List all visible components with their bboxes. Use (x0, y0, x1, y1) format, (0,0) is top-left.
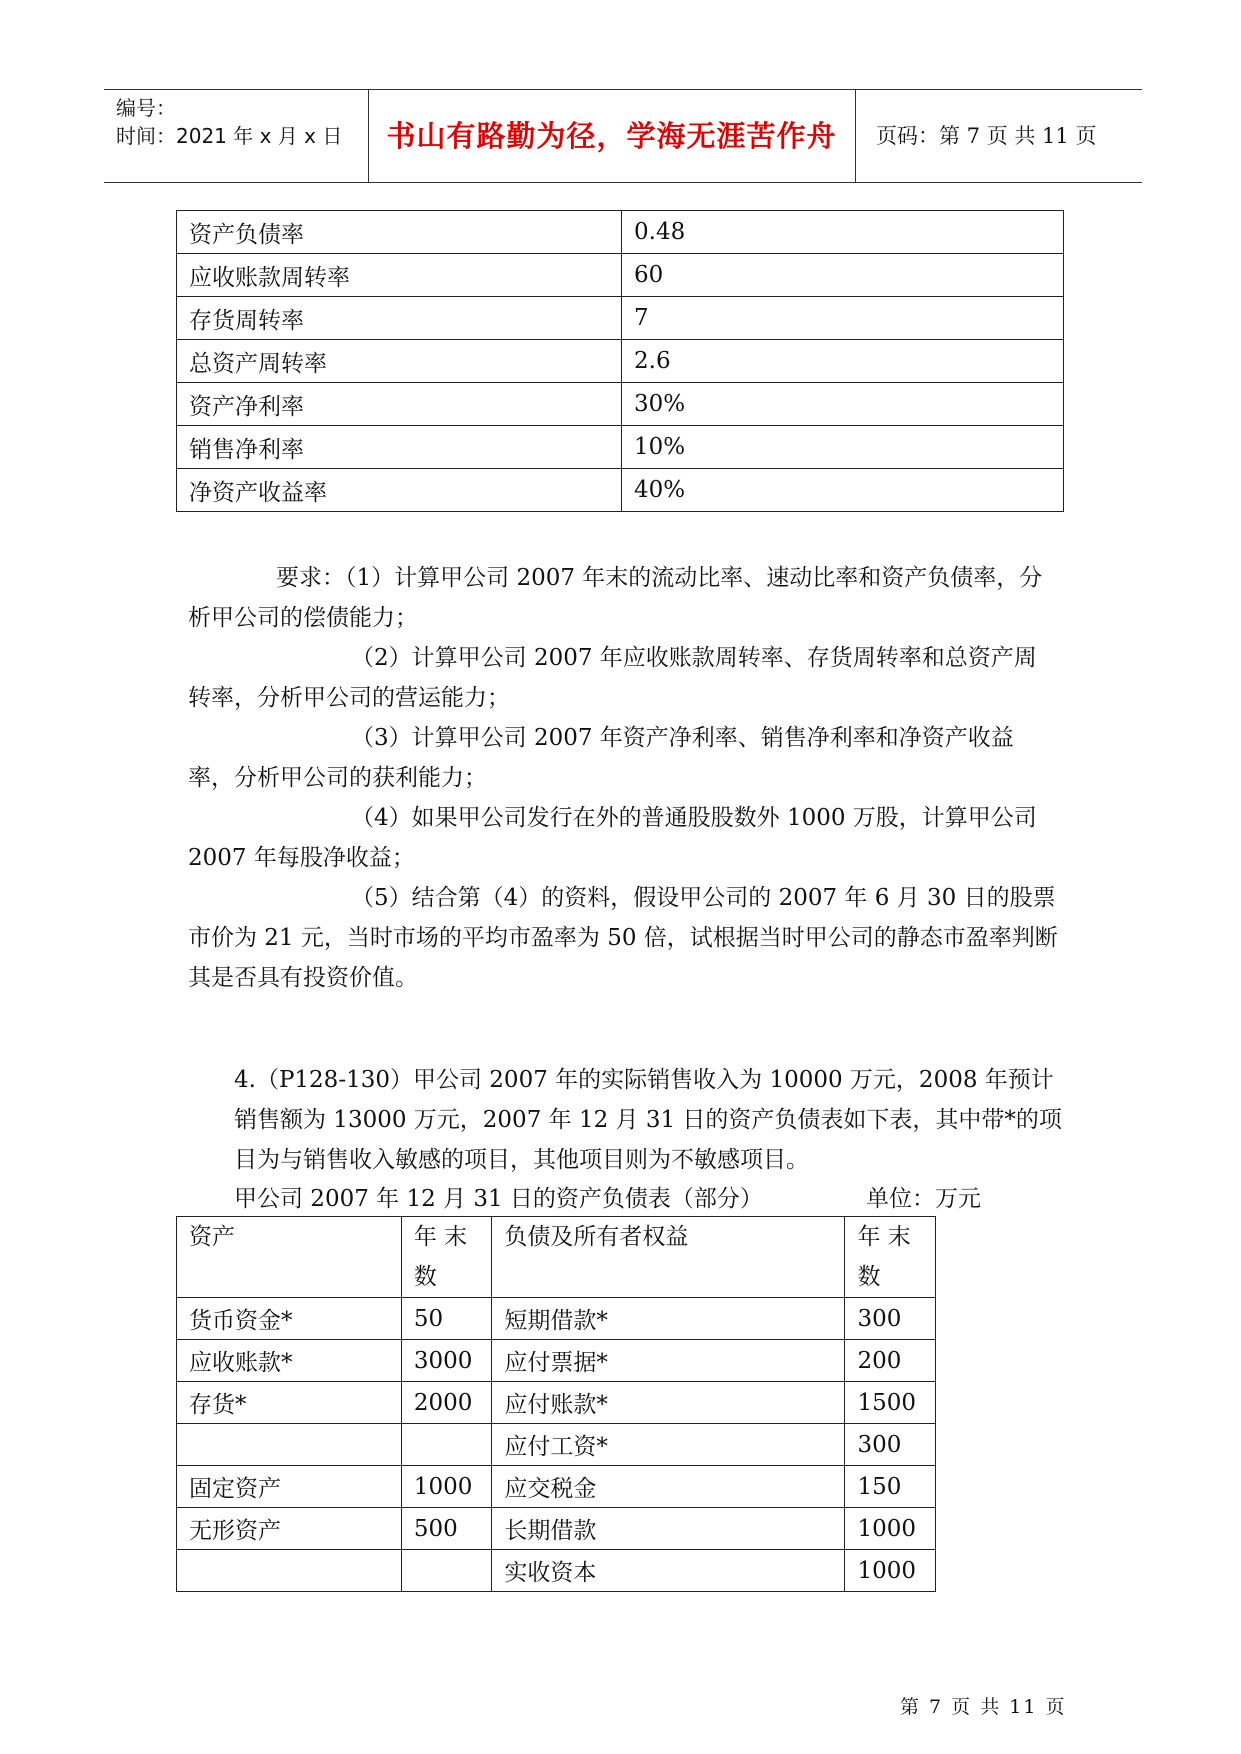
header-liabilities-equity: 负债及所有者权益 (492, 1217, 845, 1298)
header-motto: 书山有路勤为径，学海无涯苦作舟 (386, 119, 837, 153)
liability-name: 应付账款* (492, 1382, 845, 1424)
asset-name: 固定资产 (177, 1466, 402, 1508)
asset-value: 50 (401, 1298, 492, 1340)
ratio-name: 销售净利率 (177, 426, 622, 469)
ratio-value: 2.6 (622, 340, 1064, 383)
liability-value: 150 (845, 1466, 936, 1508)
ratio-value: 30% (622, 383, 1064, 426)
balance-sheet-caption (234, 1182, 981, 1216)
ratio-value: 60 (622, 254, 1064, 297)
balance-sheet-title: 甲公司 2007 年 12 月 31 日的资产负债表（部分） (234, 1186, 763, 1212)
ratio-name: 总资产周转率 (177, 340, 622, 383)
doc-time-label: 时间：2021 年 x 月 x 日 (116, 124, 343, 148)
header-page-label: 页码：第 7 页 共 11 页 (876, 124, 1097, 148)
asset-value: 500 (401, 1508, 492, 1550)
table-row (177, 297, 1064, 340)
header-assets: 资产 (177, 1217, 402, 1298)
liability-value: 200 (845, 1340, 936, 1382)
asset-value: 2000 (401, 1382, 492, 1424)
table-row (177, 1424, 936, 1466)
table-row (177, 1508, 936, 1550)
asset-value: 3000 (401, 1340, 492, 1382)
table-row (177, 1298, 936, 1340)
balance-sheet-table (176, 1216, 936, 1592)
header-year-end-2: 年 末 数 (845, 1217, 936, 1298)
liability-value: 1000 (845, 1550, 936, 1592)
requirement-5: （5）结合第（4）的资料，假设甲公司的 2007 年 6 月 30 日的股票市价为 21 元，当时市场的平均市盈率为 50 倍，试根据当时甲公司的静态市盈率判断其是否具有投资价值。 (188, 885, 1058, 991)
requirement-3: （3）计算甲公司 2007 年资产净利率、销售净利率和净资产收益率，分析甲公司的获利能力； (188, 725, 1014, 791)
table-row (177, 254, 1064, 297)
ratio-name: 应收账款周转率 (177, 254, 622, 297)
table-row (177, 1340, 936, 1382)
header-year-end-1: 年 末 数 (401, 1217, 492, 1298)
asset-name: 货币资金* (177, 1298, 402, 1340)
table-row (177, 1382, 936, 1424)
asset-name: 存货* (177, 1382, 402, 1424)
asset-value (401, 1550, 492, 1592)
header-divider-right (855, 90, 856, 182)
liability-value: 300 (845, 1424, 936, 1466)
balance-sheet-unit: 单位：万元 (866, 1186, 981, 1212)
doc-number-label: 编号： (116, 96, 176, 120)
ratio-name: 资产净利率 (177, 383, 622, 426)
ratio-name: 资产负债率 (177, 211, 622, 254)
liability-name: 实收资本 (492, 1550, 845, 1592)
question-4-text: 4.（P128-130）甲公司 2007 年的实际销售收入为 10000 万元，2008 年预计销售额为 13000 万元，2007 年 12 月 31 日的资产负债表如下表，其中带*的项目为与销售收入敏感的项目，其他项目则为不敏感项目。 (234, 1067, 1062, 1173)
table-row (177, 383, 1064, 426)
asset-value (401, 1424, 492, 1466)
requirement-4: （4）如果甲公司发行在外的普通股股数外 1000 万股，计算甲公司 2007 年每股净收益； (188, 805, 1037, 871)
table-row (177, 211, 1064, 254)
page-header (104, 89, 1142, 183)
ratio-name: 净资产收益率 (177, 469, 622, 512)
requirement-1: 要求：（1）计算甲公司 2007 年末的流动比率、速动比率和资产负债率，分析甲公司的偿债能力； (188, 565, 1043, 631)
asset-value: 1000 (401, 1466, 492, 1508)
liability-value: 1000 (845, 1508, 936, 1550)
liability-name: 长期借款 (492, 1508, 845, 1550)
table-row (177, 340, 1064, 383)
liability-value: 300 (845, 1298, 936, 1340)
asset-name: 应收账款* (177, 1340, 402, 1382)
liability-value: 1500 (845, 1382, 936, 1424)
ratio-value: 7 (622, 297, 1064, 340)
requirement-2: （2）计算甲公司 2007 年应收账款周转率、存货周转率和总资产周转率，分析甲公司的营运能力； (188, 645, 1037, 711)
ratio-name: 存货周转率 (177, 297, 622, 340)
ratio-table (176, 210, 1064, 512)
table-row (177, 1466, 936, 1508)
ratio-value: 10% (622, 426, 1064, 469)
liability-name: 短期借款* (492, 1298, 845, 1340)
liability-name: 应付票据* (492, 1340, 845, 1382)
header-info (116, 94, 342, 150)
table-row (177, 469, 1064, 512)
ratio-value: 40% (622, 469, 1064, 512)
page-footer: 第 7 页 共 11 页 (900, 1696, 1067, 1718)
table-header-row (177, 1217, 936, 1298)
table-row (177, 426, 1064, 469)
liability-name: 应交税金 (492, 1466, 845, 1508)
asset-name: 无形资产 (177, 1508, 402, 1550)
asset-name (177, 1424, 402, 1466)
table-row (177, 1550, 936, 1592)
ratio-value: 0.48 (622, 211, 1064, 254)
asset-name (177, 1550, 402, 1592)
liability-name: 应付工资* (492, 1424, 845, 1466)
